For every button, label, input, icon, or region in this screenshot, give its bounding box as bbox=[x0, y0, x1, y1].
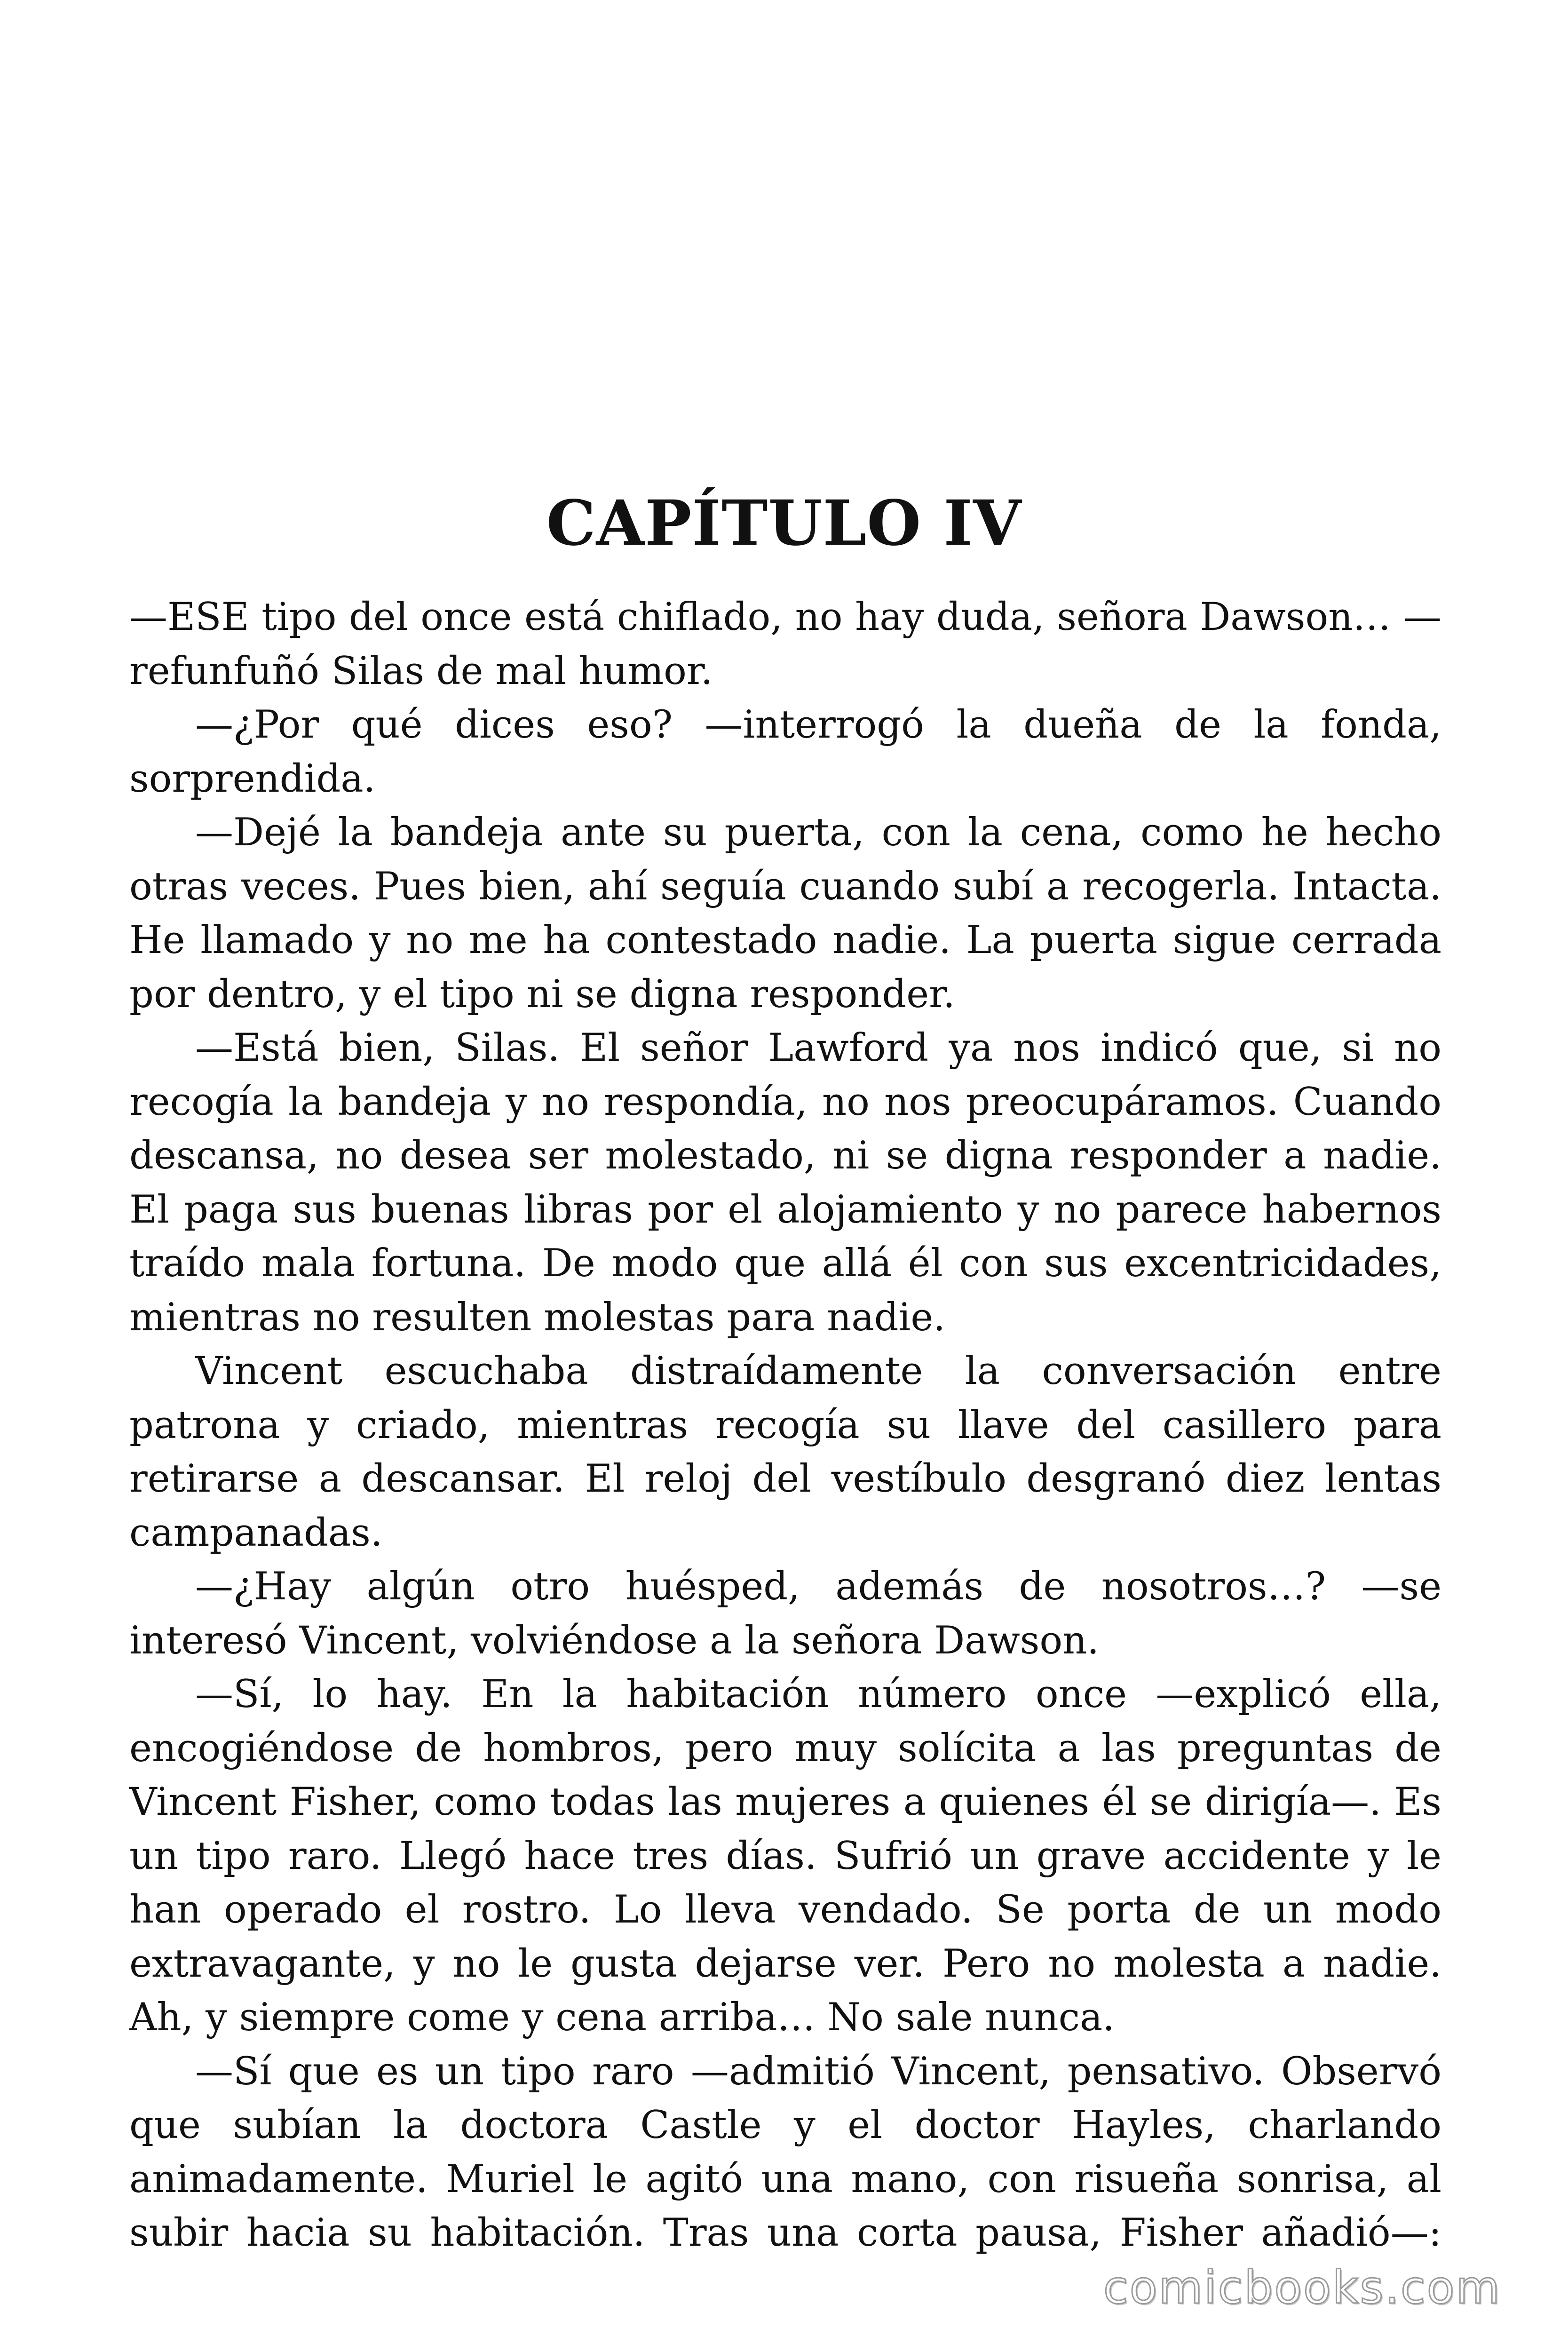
paragraph: —¿Por qué dices eso? —interrogó la dueña de la fonda, sorprendida. bbox=[129, 703, 1441, 801]
paragraph: —ESE tipo del once está chiflado, no hay duda, señora Dawson… — refunfuñó Silas de mal humor. bbox=[129, 595, 1441, 693]
paragraph: —Sí, lo hay. En la habitación número once —explicó ella, encogiéndose de hombros, pero muy solícita a las preguntas de Vincent Fisher, como todas las mujeres a quienes él se dirigía—. Es un tipo raro. Llegó hace tres días. Sufrió un grave accidente y le han operado el rostro. Lo lleva vendado. Se porta de un modo extravagante, y no le gusta dejarse ver. Pero no molesta a nadie. Ah, y siempre come y cena arriba… No sale nunca. bbox=[129, 1672, 1441, 2040]
chapter-body bbox=[129, 590, 1441, 2260]
paragraph: —Dejé la bandeja ante su puerta, con la cena, como he hecho otras veces. Pues bien, ahí seguía cuando subí a recogerla. Intacta. He llamado y no me ha contestado nadie. La puerta sigue cerrada por dentro, y el tipo ni se digna responder. bbox=[129, 810, 1441, 1017]
paragraph: Vincent escuchaba distraídamente la conversación entre patrona y criado, mientras recogía su llave del casillero para retirarse a descansar. El reloj del vestíbulo desgranó diez lentas campanadas. bbox=[129, 1349, 1441, 1555]
paragraph: —Está bien, Silas. El señor Lawford ya nos indicó que, si no recogía la bandeja y no respondía, no nos preocupáramos. Cuando descansa, no desea ser molestado, ni se digna responder a nadie. El paga sus buenas libras por el alojamiento y no parece habernos traído mala fortuna. De modo que allá él con sus excentricidades, mientras no resulten molestas para nadie. bbox=[129, 1026, 1441, 1340]
paragraph: —Sí que es un tipo raro —admitió Vincent, pensativo. Observó que subían la doctora Castle y el doctor Hayles, charlando animadamente. Muriel le agitó una mano, con risueña sonrisa, al subir hacia su habitación. Tras una corta pausa, Fisher añadió—: bbox=[129, 2049, 1441, 2255]
watermark: comicbooks.com bbox=[1103, 2261, 1501, 2314]
chapter-title: CAPÍTULO IV bbox=[546, 487, 1022, 560]
paragraph: —¿Hay algún otro huésped, además de nosotros…? —se interesó Vincent, volviéndose a la señora Dawson. bbox=[129, 1565, 1441, 1663]
